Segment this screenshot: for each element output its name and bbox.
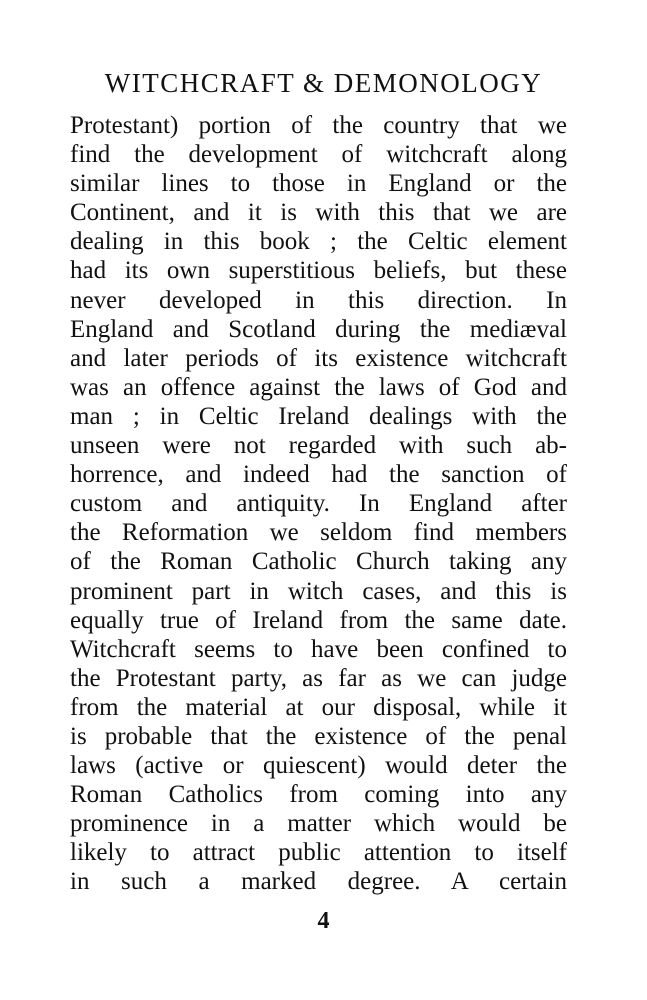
text-line: Continent, and it is with this that we are	[70, 199, 567, 227]
text-line: Roman Catholics from coming into any	[70, 781, 567, 809]
text-line: was an offence against the laws of God and	[70, 373, 567, 401]
text-line: equally true of Ireland from the same date.	[70, 606, 567, 634]
page-number: 4	[317, 908, 330, 934]
text-line: similar lines to those in England or the	[70, 170, 567, 198]
text-line: the Reformation we seldom find members	[70, 519, 567, 547]
text-line: find the development of witchcraft along	[70, 141, 567, 169]
body-text	[70, 111, 567, 897]
text-line: unseen were not regarded with such ab-	[70, 432, 567, 460]
text-line: custom and antiquity. In England after	[70, 490, 567, 518]
text-line: the Protestant party, as far as we can judge	[70, 664, 567, 692]
running-head-title: WITCHCRAFT & DEMONOLOGY	[104, 68, 543, 98]
text-line: from the material at our disposal, while it	[70, 693, 567, 721]
text-line: prominent part in witch cases, and this is	[70, 577, 567, 605]
text-line: Witchcraft seems to have been confined to	[70, 635, 567, 663]
text-line: England and Scotland during the mediæval	[70, 315, 567, 343]
text-line: dealing in this book ; the Celtic element	[70, 228, 567, 256]
text-line: Protestant) portion of the country that we	[70, 112, 567, 139]
text-line: is probable that the existence of the penal	[70, 722, 567, 750]
text-line: likely to attract public attention to itself	[70, 839, 567, 867]
text-line: never developed in this direction. In	[70, 286, 567, 314]
text-line: in such a marked degree. A certain	[70, 868, 567, 896]
text-line: laws (active or quiescent) would deter the	[70, 752, 567, 780]
text-line: of the Roman Catholic Church taking any	[70, 548, 567, 576]
text-line: had its own superstitious beliefs, but these	[70, 257, 567, 285]
text-line: man ; in Celtic Ireland dealings with the	[70, 402, 567, 430]
text-line: horrence, and indeed had the sanction of	[70, 461, 567, 489]
text-line: prominence in a matter which would be	[70, 810, 567, 838]
text-line: and later periods of its existence witchcraft	[70, 344, 567, 372]
